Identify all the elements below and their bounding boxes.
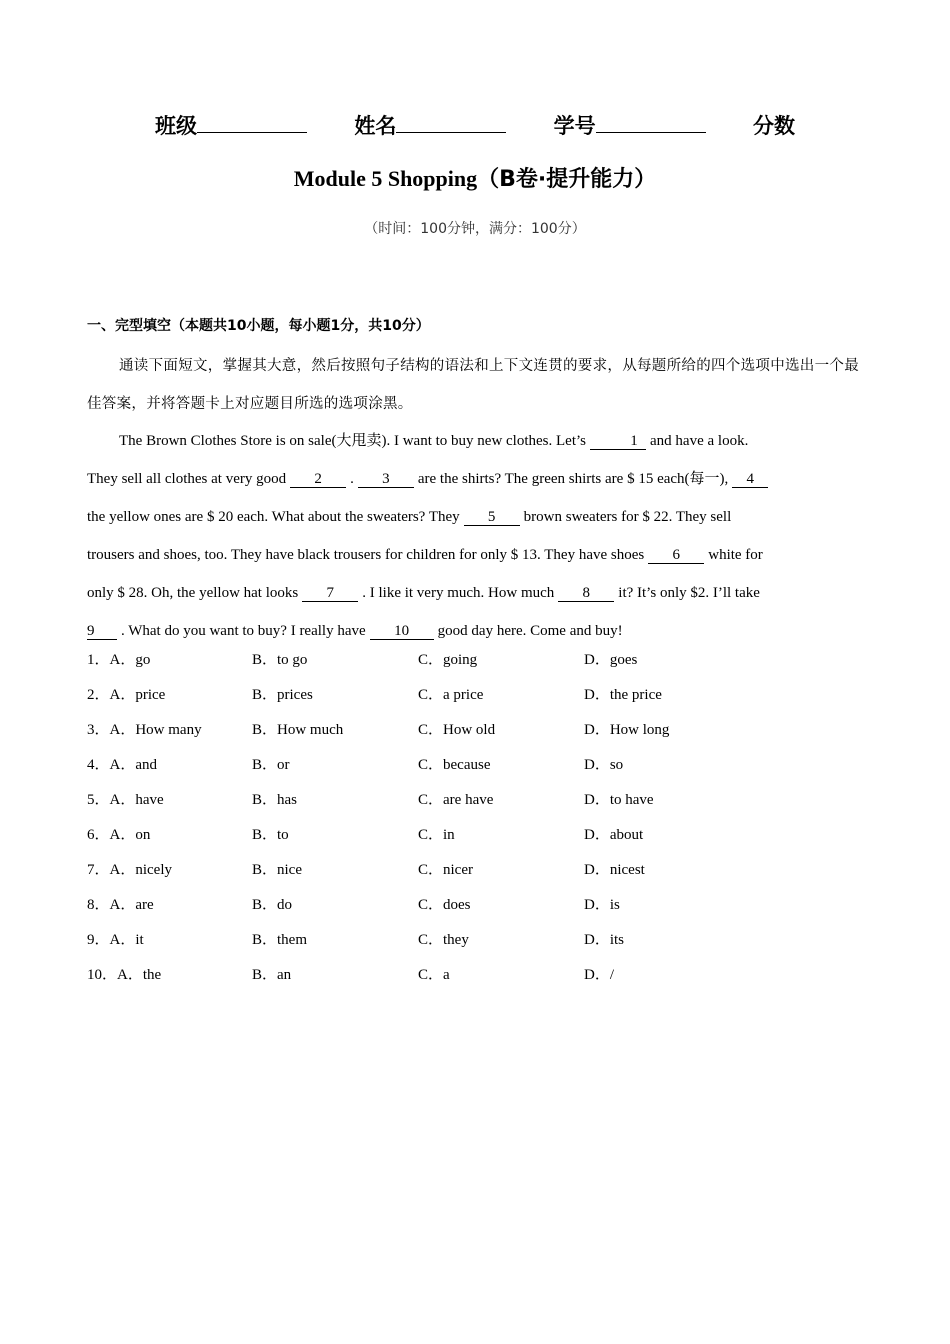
question-row bbox=[87, 893, 867, 928]
passage-line bbox=[87, 574, 865, 612]
blank-9[interactable]: 9 bbox=[87, 623, 117, 640]
score-label: 分数 bbox=[752, 114, 795, 138]
option-a[interactable]: 2．A．price bbox=[87, 687, 166, 703]
passage-text: . I like it very much. How much bbox=[362, 585, 555, 601]
answer-options bbox=[87, 648, 867, 998]
option-b[interactable]: B．has bbox=[252, 792, 298, 808]
option-a[interactable]: 3．A．How many bbox=[87, 722, 202, 738]
passage-line bbox=[87, 498, 865, 536]
passage-text: only $ 28. Oh, the yellow hat looks bbox=[87, 585, 299, 601]
time-score-note: （时间：100分钟，满分：100分） bbox=[364, 221, 586, 237]
passage-text: it? It’s only $2. I’ll take bbox=[618, 585, 760, 601]
option-c[interactable]: C．a price bbox=[418, 687, 484, 703]
option-b[interactable]: B．to go bbox=[252, 652, 308, 668]
option-a[interactable]: 5．A．have bbox=[87, 792, 164, 808]
name-blank[interactable] bbox=[396, 112, 506, 133]
student-info-line bbox=[0, 110, 950, 140]
blank-6[interactable]: 6 bbox=[648, 547, 704, 564]
student-id-label: 学号 bbox=[553, 114, 596, 138]
option-c[interactable]: C．they bbox=[418, 932, 469, 948]
question-row bbox=[87, 823, 867, 858]
passage-line bbox=[87, 460, 865, 498]
blank-10[interactable]: 10 bbox=[370, 623, 434, 640]
blank-4[interactable]: 4 bbox=[732, 471, 768, 488]
passage-text: white for bbox=[708, 547, 763, 563]
option-d[interactable]: D．is bbox=[584, 897, 620, 913]
blank-5[interactable]: 5 bbox=[464, 509, 520, 526]
question-row bbox=[87, 753, 867, 788]
question-row bbox=[87, 683, 867, 718]
option-b[interactable]: B．to bbox=[252, 827, 289, 843]
question-row bbox=[87, 963, 867, 998]
option-c[interactable]: C．a bbox=[418, 967, 450, 983]
option-b[interactable]: B．How much bbox=[252, 722, 344, 738]
option-b[interactable]: B．prices bbox=[252, 687, 313, 703]
passage-text: . What do you want to buy? I really have bbox=[121, 623, 366, 639]
passage-line bbox=[87, 612, 865, 650]
option-c[interactable]: C．because bbox=[418, 757, 491, 773]
option-c[interactable]: C．nicer bbox=[418, 862, 473, 878]
blank-8[interactable]: 8 bbox=[558, 585, 614, 602]
page-title bbox=[0, 162, 950, 193]
class-blank[interactable] bbox=[197, 112, 307, 133]
option-d[interactable]: D．its bbox=[584, 932, 625, 948]
question-row bbox=[87, 648, 867, 683]
blank-3[interactable]: 3 bbox=[358, 471, 414, 488]
student-id-field bbox=[554, 110, 706, 140]
score-field bbox=[753, 110, 795, 140]
passage-text: brown sweaters for $ 22. They sell bbox=[523, 509, 732, 525]
option-a[interactable]: 10．A．the bbox=[87, 967, 162, 983]
blank-2[interactable]: 2 bbox=[290, 471, 346, 488]
title-chinese: （B卷·提升能力） bbox=[477, 167, 657, 192]
option-b[interactable]: B．do bbox=[252, 897, 293, 913]
cloze-passage bbox=[87, 422, 865, 650]
option-d[interactable]: D．so bbox=[584, 757, 624, 773]
option-d[interactable]: D．nicest bbox=[584, 862, 645, 878]
name-label: 姓名 bbox=[354, 114, 397, 138]
option-c[interactable]: C．How old bbox=[418, 722, 496, 738]
option-c[interactable]: C．does bbox=[418, 897, 471, 913]
blank-7[interactable]: 7 bbox=[302, 585, 358, 602]
passage-text: The Brown Clothes Store is on sale(大甩卖). I want to buy new clothes. Let’s bbox=[119, 433, 587, 449]
class-label: 班级 bbox=[155, 114, 198, 138]
option-b[interactable]: B．or bbox=[252, 757, 290, 773]
section-instructions: 通读下面短文，掌握其大意，然后按照句子结构的语法和上下文连贯的要求，从每题所给的四个选项中选出一个最佳答案，并将答题卡上对应题目所选的选项涂黑。 bbox=[87, 358, 859, 412]
option-d[interactable]: D．/ bbox=[584, 967, 615, 983]
passage-text: . bbox=[350, 471, 354, 487]
passage-text: are the shirts? The green shirts are $ 15 each(每一), bbox=[417, 471, 729, 487]
option-a[interactable]: 8．A．are bbox=[87, 897, 154, 913]
passage-text: They sell all clothes at very good bbox=[87, 471, 287, 487]
option-b[interactable]: B．them bbox=[252, 932, 307, 948]
option-a[interactable]: 4．A．and bbox=[87, 757, 157, 773]
passage-line bbox=[87, 422, 865, 460]
question-row bbox=[87, 788, 867, 823]
class-field bbox=[155, 110, 307, 140]
option-c[interactable]: C．are have bbox=[418, 792, 494, 808]
passage-text: and have a look. bbox=[650, 433, 749, 449]
blank-1[interactable]: 1 bbox=[590, 433, 646, 450]
passage-text: trousers and shoes, too. They have black trousers for children for only $ 13. They have shoes bbox=[87, 547, 645, 563]
passage-line bbox=[87, 536, 865, 574]
option-d[interactable]: D．to have bbox=[584, 792, 654, 808]
option-a[interactable]: 9．A．it bbox=[87, 932, 144, 948]
option-c[interactable]: C．in bbox=[418, 827, 455, 843]
option-a[interactable]: 1．A．go bbox=[87, 652, 151, 668]
option-a[interactable]: 7．A．nicely bbox=[87, 862, 172, 878]
passage-text: the yellow ones are $ 20 each. What about the sweaters? They bbox=[87, 509, 460, 525]
name-field bbox=[354, 110, 506, 140]
question-row bbox=[87, 928, 867, 963]
option-c[interactable]: C．going bbox=[418, 652, 478, 668]
option-b[interactable]: B．nice bbox=[252, 862, 302, 878]
question-row bbox=[87, 858, 867, 893]
option-b[interactable]: B．an bbox=[252, 967, 292, 983]
student-id-blank[interactable] bbox=[596, 112, 706, 133]
option-d[interactable]: D．goes bbox=[584, 652, 638, 668]
title-english: Module 5 Shopping bbox=[293, 166, 478, 191]
question-row bbox=[87, 718, 867, 753]
option-a[interactable]: 6．A．on bbox=[87, 827, 151, 843]
option-d[interactable]: D．How long bbox=[584, 722, 670, 738]
section-heading: 一、完型填空（本题共10小题，每小题1分，共10分） bbox=[87, 318, 430, 334]
option-d[interactable]: D．the price bbox=[584, 687, 662, 703]
option-d[interactable]: D．about bbox=[584, 827, 644, 843]
passage-text: good day here. Come and buy! bbox=[437, 623, 623, 639]
